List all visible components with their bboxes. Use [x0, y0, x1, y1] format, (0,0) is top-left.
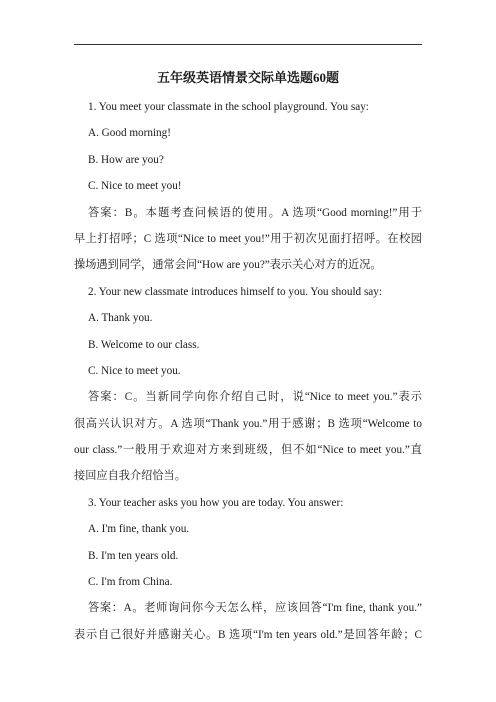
text-line: 答案：C。当新同学向你介绍自己时，说“Nice to meet you.”表示: [88, 391, 422, 404]
text-line: A. Good morning!: [88, 127, 171, 140]
text-line: B. I'm ten years old.: [88, 549, 179, 562]
text-line: C. Nice to meet you!: [88, 180, 182, 193]
text-line: 答案：A。老师询问你今天怎么样，应该回答“I'm fine, thank you.”: [88, 602, 422, 615]
text-line: C. I'm from China.: [88, 576, 173, 589]
text-line: 接回应自我介绍恰当。: [74, 470, 186, 483]
text-line: 2. Your new classmate introduces himself to you. You should say:: [88, 285, 382, 298]
text-line: A. I'm fine, thank you.: [88, 523, 190, 536]
text-line: 操场遇到同学，通常会问“How are you?”表示关心对方的近况。: [74, 259, 382, 272]
text-line: 很高兴认识对方。A 选项“Thank you.”用于感谢；B 选项“Welcome to: [74, 417, 422, 430]
document-body: [74, 97, 422, 651]
text-line: 3. Your teacher asks you how you are today. You answer:: [88, 496, 344, 509]
header-rule: [74, 44, 422, 45]
text-line: A. Thank you.: [88, 312, 153, 325]
text-line: B. How are you?: [88, 153, 164, 166]
text-line: 表示自己很好并感谢关心。B 选项“I'm ten years old.”是回答年龄；C: [74, 628, 422, 641]
text-line: 答案：B。本题考查问候语的使用。A 选项“Good morning!”用于: [88, 206, 422, 219]
text-line: our class.”一般用于欢迎对方来到班级，但不如“Nice to meet you.”直: [74, 444, 422, 457]
text-line: 1. You meet your classmate in the school playground. You say:: [88, 101, 369, 113]
document-title: 五年级英语情景交际单选题60题: [156, 70, 339, 85]
text-line: B. Welcome to our class.: [88, 338, 200, 351]
text-line: 早上打招呼；C 选项“Nice to meet you!”用于初次见面打招呼。在校园: [74, 232, 422, 245]
text-line: C. Nice to meet you.: [88, 364, 181, 377]
